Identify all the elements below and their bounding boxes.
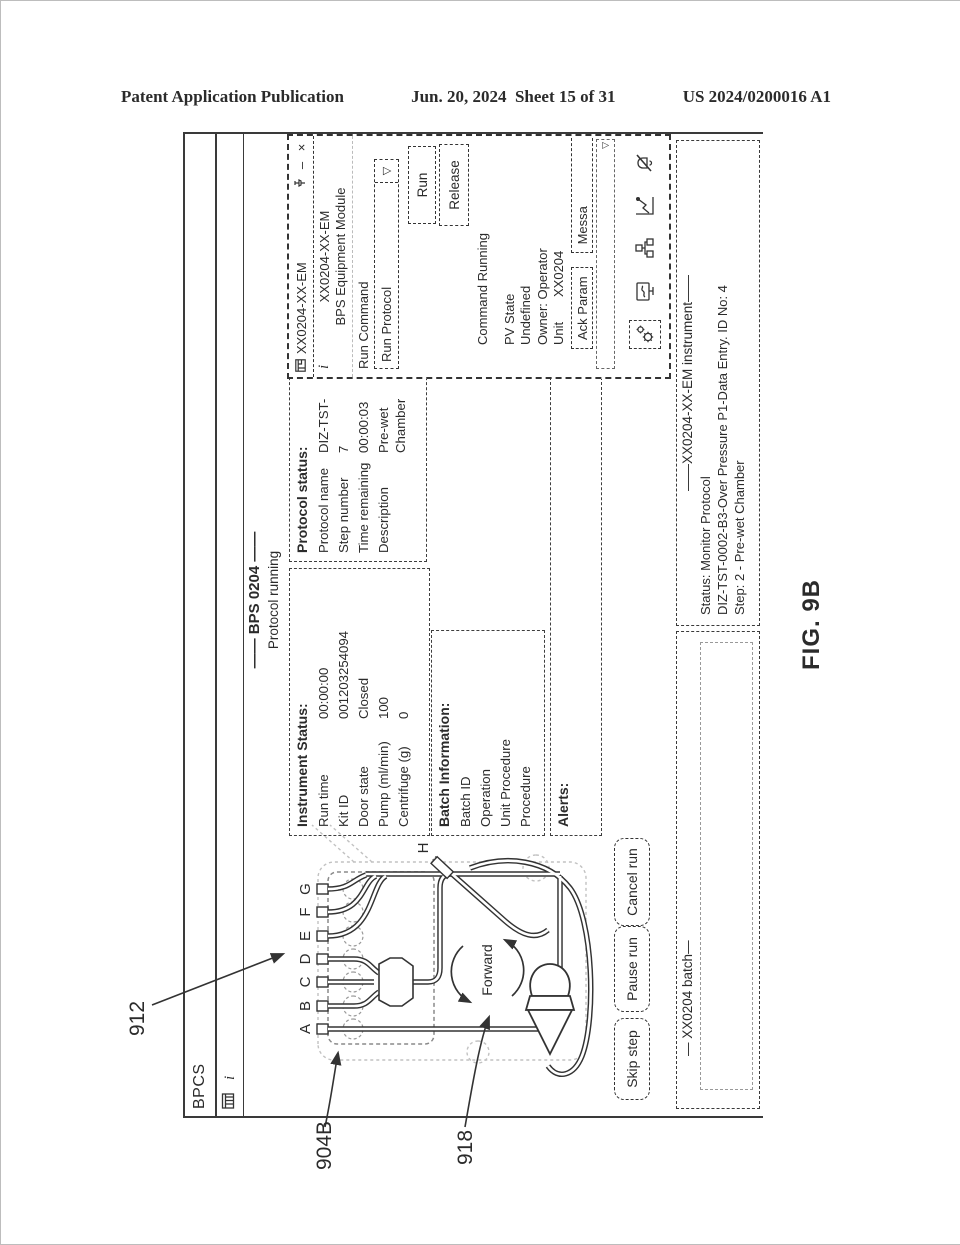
cancel-run-button[interactable]: Cancel run xyxy=(614,838,650,926)
field-label: Description xyxy=(375,487,391,553)
unit-line xyxy=(551,233,568,345)
status-row xyxy=(393,569,413,835)
pump-rotation xyxy=(451,940,523,1002)
bpcs-main-area xyxy=(244,134,764,1116)
port-label: G xyxy=(297,883,314,895)
publication-number: US 2024/0200016 A1 xyxy=(682,87,831,106)
protocol-dropdown[interactable] xyxy=(374,159,399,369)
pv-state-value: Undefined xyxy=(518,285,533,345)
status-row xyxy=(455,631,475,835)
unit-label: Unit xyxy=(551,321,566,345)
field-label: Procedure xyxy=(517,766,533,827)
faceplate-titlebar[interactable] xyxy=(289,136,314,377)
port-label: D xyxy=(297,953,314,965)
field-label: Step number xyxy=(335,477,351,553)
monitor-icon[interactable] xyxy=(630,278,660,305)
ref-912: 912 xyxy=(126,1000,149,1036)
bpcs-window-title: BPCS xyxy=(191,1063,208,1109)
field-value: 00:00:00 xyxy=(315,667,331,719)
panel-title: —— BPS 0204 —— xyxy=(246,531,263,669)
alarm-muted-icon[interactable] xyxy=(630,150,660,177)
instrument-status-line: Status: Monitor Protocol xyxy=(698,476,713,615)
instrument-status-title: Instrument Status: xyxy=(294,703,310,827)
port-stubs xyxy=(317,884,328,1034)
instrument-protocol-line: DIZ-TST-0002-B3-Over Pressure P1-Data Entry. ID No: 4 xyxy=(715,285,730,615)
panel-subtitle: Protocol running xyxy=(266,550,281,650)
field-value: 100 xyxy=(375,696,391,719)
gears-icon[interactable] xyxy=(629,320,661,349)
patent-header xyxy=(121,87,831,107)
field-value: 7 xyxy=(335,445,351,453)
batch-listbox[interactable] xyxy=(700,642,753,1090)
field-value: 0 xyxy=(395,711,411,719)
instrument-group-title: ——XX0204-XX-EM instrument—— xyxy=(680,274,695,492)
port-label: A xyxy=(297,1023,314,1035)
faceplate-window xyxy=(287,134,671,379)
release-button[interactable]: Release xyxy=(439,144,469,226)
ref-918: 918 xyxy=(454,1129,477,1165)
pin-icon[interactable] xyxy=(294,177,308,190)
field-label: Kit ID xyxy=(335,794,351,827)
status-row xyxy=(475,631,495,835)
field-value: 001203254094 xyxy=(335,630,351,719)
owner-line: Owner: Operator xyxy=(534,248,550,345)
bps-panel-header xyxy=(246,364,281,836)
status-row xyxy=(313,569,333,835)
instrument-step-line: Step: 2 - Pre-wet Chamber xyxy=(732,460,747,615)
port-label: B xyxy=(297,1000,314,1012)
status-row xyxy=(373,569,393,835)
tab-ack-param[interactable]: Ack Param xyxy=(571,267,593,349)
protocol-status-title: Protocol status: xyxy=(294,446,310,553)
field-value: 00:00:03 xyxy=(355,401,371,453)
field-label: Operation xyxy=(477,769,493,827)
field-label: Batch ID xyxy=(457,776,473,827)
rotation-label: Forward xyxy=(479,944,495,996)
status-row xyxy=(515,631,535,835)
bpcs-toolbar xyxy=(217,134,244,1116)
field-value: Pre-wet Chamber xyxy=(375,398,408,453)
message-list[interactable] xyxy=(596,139,615,369)
info-icon[interactable]: i xyxy=(221,1075,238,1080)
field-label: Time remaining xyxy=(355,462,371,553)
faceplate-icon-row xyxy=(629,150,661,349)
status-row xyxy=(353,368,373,561)
bpcs-titlebar[interactable] xyxy=(185,134,217,1116)
field-label: Centrifuge (g) xyxy=(395,746,411,827)
unit-value: XX0204 xyxy=(551,250,566,297)
figure-9b xyxy=(183,132,763,1118)
port-label: E xyxy=(297,930,314,942)
faceplate-status xyxy=(475,233,568,345)
faceplate-module-type: BPS Equipment Module xyxy=(332,187,348,326)
pause-run-button[interactable]: Pause run xyxy=(614,926,650,1012)
faceplate-app-icon xyxy=(294,359,309,372)
manifold-block xyxy=(379,958,413,1006)
ref-904b: 904B xyxy=(313,1120,336,1170)
batch-information-title: Batch Information: xyxy=(436,702,452,827)
status-row xyxy=(333,569,353,835)
port-label: F xyxy=(297,907,314,917)
field-label: Door state xyxy=(355,766,371,827)
instrument-status-box xyxy=(289,568,430,836)
trend-icon[interactable] xyxy=(630,193,660,220)
unit-modules-icon[interactable] xyxy=(630,235,660,262)
field-label: Run time xyxy=(315,774,331,827)
faceplate-tabs xyxy=(571,138,593,349)
faceplate-header xyxy=(314,136,353,377)
protocol-status-box xyxy=(289,364,427,562)
run-button[interactable]: Run xyxy=(408,146,436,224)
status-row xyxy=(495,631,515,835)
minimize-icon[interactable]: – xyxy=(293,161,309,170)
info-icon: i xyxy=(316,364,332,369)
tubing-diagram xyxy=(282,824,610,1116)
field-label: Protocol name xyxy=(315,467,331,553)
field-label: Unit Procedure xyxy=(497,739,513,827)
close-icon[interactable]: × xyxy=(293,143,309,152)
field-label: Pump (ml/min) xyxy=(375,741,391,827)
app-window-icon[interactable] xyxy=(221,1092,240,1109)
port-h-label: H xyxy=(415,842,432,854)
status-row xyxy=(313,368,333,561)
batch-group-title: — XX0204 batch— xyxy=(680,940,695,1056)
alerts-box xyxy=(550,367,602,836)
publication-label: Patent Application Publication xyxy=(121,87,344,106)
status-row xyxy=(333,368,353,561)
date-sheet-label: Jun. 20, 2024 Sheet 15 of 31 xyxy=(411,87,616,106)
field-value: Closed xyxy=(355,677,371,719)
status-row xyxy=(353,569,373,835)
protocol-dropdown-value: Run Protocol xyxy=(379,286,394,362)
bpcs-window xyxy=(183,132,763,1118)
faceplate-title: XX0204-XX-EM xyxy=(293,262,309,354)
port-label: C xyxy=(297,976,314,988)
status-row xyxy=(373,368,410,561)
alerts-title: Alerts: xyxy=(555,782,571,827)
field-value: DIZ-TST- xyxy=(315,398,331,453)
command-status: Command Running xyxy=(475,232,490,345)
figure-label: FIG. 9B xyxy=(798,578,825,670)
batch-group-box xyxy=(676,631,760,1109)
funnel xyxy=(526,964,574,1054)
skip-step-button[interactable]: Skip step xyxy=(614,1018,650,1100)
dropdown-arrow-icon[interactable]: ▽ xyxy=(375,160,398,183)
run-command-label: Run Command xyxy=(356,281,371,369)
faceplate-module-name: XX0204-XX-EM xyxy=(317,210,332,303)
pv-state-label: PV State xyxy=(501,293,517,345)
tab-message[interactable]: Messa xyxy=(571,138,593,253)
batch-information-box xyxy=(431,630,545,836)
instrument-group-box xyxy=(676,140,760,626)
scroll-arrow-icon[interactable]: ▽ xyxy=(600,142,610,149)
